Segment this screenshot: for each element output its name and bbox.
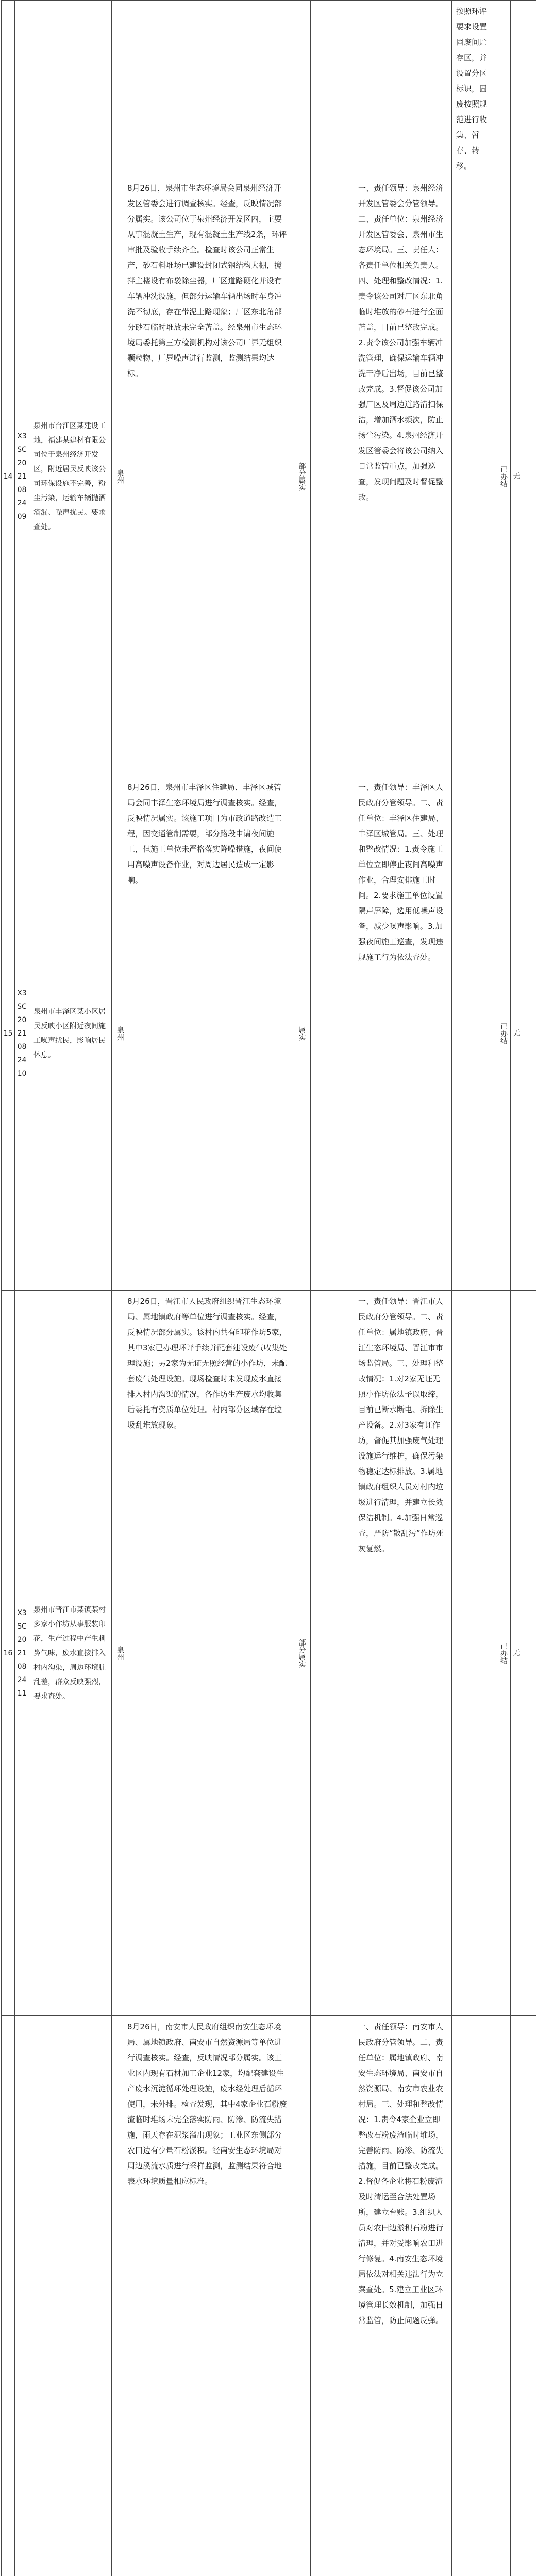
complaint-table: [1, 0, 536, 2576]
code-cell: X3SC2021082410: [15, 776, 29, 1291]
table-row: [2, 1291, 536, 2016]
area-cell: 泉州: [112, 1291, 123, 2016]
issue-cell: [29, 2016, 112, 2576]
accountability-cell: 无: [511, 1291, 523, 2016]
code-cell: X3SC2021082409: [15, 177, 29, 776]
measures-cell: 按照环评要求设置固废间贮存区，并设置分区标识，固废按照规范进行收集、暂存、转移。: [452, 1, 495, 177]
table-row: [2, 1, 536, 177]
process-cell: 8月26日，南安市人民政府组织南安生态环境局、属地镇政府、南安市自然资源局等单位进行调查核实。经查，反映情况部分属实。该工业区内现有石材加工企业12家，均配套建设生产废水沉淀循环处理设施，废水经处理后循环使用，未外排。检查发现，其中4家企业石粉废渣临时堆场未完全落实防雨、防渗、防流失措施，雨天存在泥浆溢出现象；工业区东侧部分农田边有少量石粉淤积。经南安生态环境局对周边溪流水质进行采样监测，监测结果符合地表水环境质量相应标准。: [123, 2016, 293, 2576]
table-row: [2, 177, 536, 776]
table-row: [2, 776, 536, 1291]
measures-cell: 一、责任领导：泉州经济开发区管委会分管领导。二、责任单位：泉州经济开发区管委会、泉州市生态环境局。三、责任人：各责任单位相关负责人。四、处理和整改情况：1.责令该公司对厂区东北角临时堆放的砂石进行全面苫盖，目前已整改完成。2.责令该公司加强车辆冲洗管理，确保运输车辆冲洗干净后出场，目前已整改完成。3.督促该公司加强厂区及周边道路清扫保洁，增加洒水频次，防止扬尘污染。4.泉州经济开发区管委会将该公司纳入日常监管重点，加强巡查，发现问题及时督促整改。: [354, 177, 452, 776]
seq-cell: 15: [2, 776, 15, 1291]
seq-cell: 16: [2, 1291, 15, 2016]
issue-cell: 泉州市丰泽区某小区居民反映小区附近夜间施工噪声扰民，影响居民休息。: [29, 776, 112, 1291]
status-cell: [495, 2016, 511, 2576]
verdict-cell: [293, 2016, 311, 2576]
status-cell: 已办结: [495, 776, 511, 1291]
accountability-cell: [511, 2016, 523, 2576]
code-cell: X3SC2021082411: [15, 1291, 29, 2016]
process-cell: 8月26日，泉州市生态环境局会同泉州经济开发区管委会进行调查核实。经查，反映情况部分属实。该公司位于泉州经济开发区内，主要从事混凝土生产，现有混凝土生产线2条，环评审批及验收手续齐全。检查时该公司正常生产，砂石料堆场已建设封闭式钢结构大棚，搅拌主楼设有布袋除尘器，厂区道路硬化并设有车辆冲洗设施，但部分运输车辆出场时车身冲洗不彻底，存在带泥上路现象；厂区东北角部分砂石临时堆放未完全苫盖。经泉州市生态环境局委托第三方检测机构对该公司厂界无组织颗粒物、厂界噪声进行监测，监测结果均达标。: [123, 177, 293, 776]
code-cell: [15, 2016, 29, 2576]
process-cell: 8月26日，晋江市人民政府组织晋江生态环境局、属地镇政府等单位进行调查核实。经查，反映情况部分属实。该村内共有印花作坊5家，其中3家已办理环评手续并配套建设废气收集处理设施；另2家为无证无照经营的小作坊，未配套废气处理设施。现场检查时未发现废水直接排入村内沟渠的情况，各作坊生产废水均收集后委托有资质单位处理。村内部分区域存在垃圾乱堆放现象。: [123, 1291, 293, 2016]
verdict-cell: 属实: [293, 776, 311, 1291]
measures-cell: 一、责任领导：丰泽区人民政府分管领导。二、责任单位：丰泽区住建局、丰泽区城管局。三、处理和整改情况：1.责令施工单位立即停止夜间高噪声作业，合理安排施工时间。2.要求施工单位设置隔声屏障，选用低噪声设备，减少噪声影响。3.加强夜间施工巡查，发现违规施工行为依法查处。: [354, 776, 452, 1291]
table-row: [2, 2016, 536, 2576]
status-cell: 已办结: [495, 177, 511, 776]
measures-cell: 一、责任领导：晋江市人民政府分管领导。二、责任单位：属地镇政府、晋江生态环境局、晋江市市场监管局。三、处理和整改情况：1.对2家无证无照小作坊依法予以取缔，目前已断水断电、拆除生产设备。2.对3家有证作坊，督促其加强废气处理设施运行维护，确保污染物稳定达标排放。3.属地镇政府组织人员对村内垃圾进行清理，并建立长效保洁机制。4.加强日常巡查，严防“散乱污”作坊死灰复燃。: [354, 1291, 452, 2016]
measures-cell: 一、责任领导：南安市人民政府分管领导。二、责任单位：属地镇政府、南安生态环境局、南安市自然资源局、南安市农业农村局。三、处理和整改情况：1.责令4家企业立即整改石粉废渣临时堆场，完善防雨、防渗、防流失措施，目前已整改完成。2.督促各企业将石粉废渣及时清运至合法处置场所，建立台账。3.组织人员对农田边淤积石粉进行清理，并对受影响农田进行修复。4.南安生态环境局依法对相关违法行为立案查处。5.建立工业区环境管理长效机制，加强日常监管，防止问题反弹。: [354, 2016, 452, 2576]
issue-cell: 泉州市晋江市某镇某村多家小作坊从事服装印花，生产过程中产生刺鼻气味，废水直接排入村内沟渠，周边环境脏乱差，群众反映强烈，要求查处。: [29, 1291, 112, 2016]
issue-cell: 泉州市台江区某建设工地，福建某建材有限公司位于泉州经济开发区，附近居民反映该公司环保设施不完善，粉尘污染，运输车辆抛洒滴漏、噪声扰民。要求查处。: [29, 177, 112, 776]
status-cell: 已办结: [495, 1291, 511, 2016]
area-cell: [112, 2016, 123, 2576]
area-cell: 泉州: [112, 177, 123, 776]
verdict-cell: 部分属实: [293, 1291, 311, 2016]
seq-cell: 14: [2, 177, 15, 776]
accountability-cell: 无: [511, 177, 523, 776]
seq-cell: [2, 2016, 15, 2576]
process-cell: 8月26日，泉州市丰泽区住建局、丰泽区城管局会同丰泽生态环境局进行调查核实。经查，反映情况属实。该施工项目为市政道路改造工程，因交通管制需要，部分路段申请夜间施工，但施工单位未严格落实降噪措施，夜间使用高噪声设备作业，对周边居民造成一定影响。: [123, 776, 293, 1291]
area-cell: 泉州: [112, 776, 123, 1291]
accountability-cell: 无: [511, 776, 523, 1291]
verdict-cell: 部分属实: [293, 177, 311, 776]
